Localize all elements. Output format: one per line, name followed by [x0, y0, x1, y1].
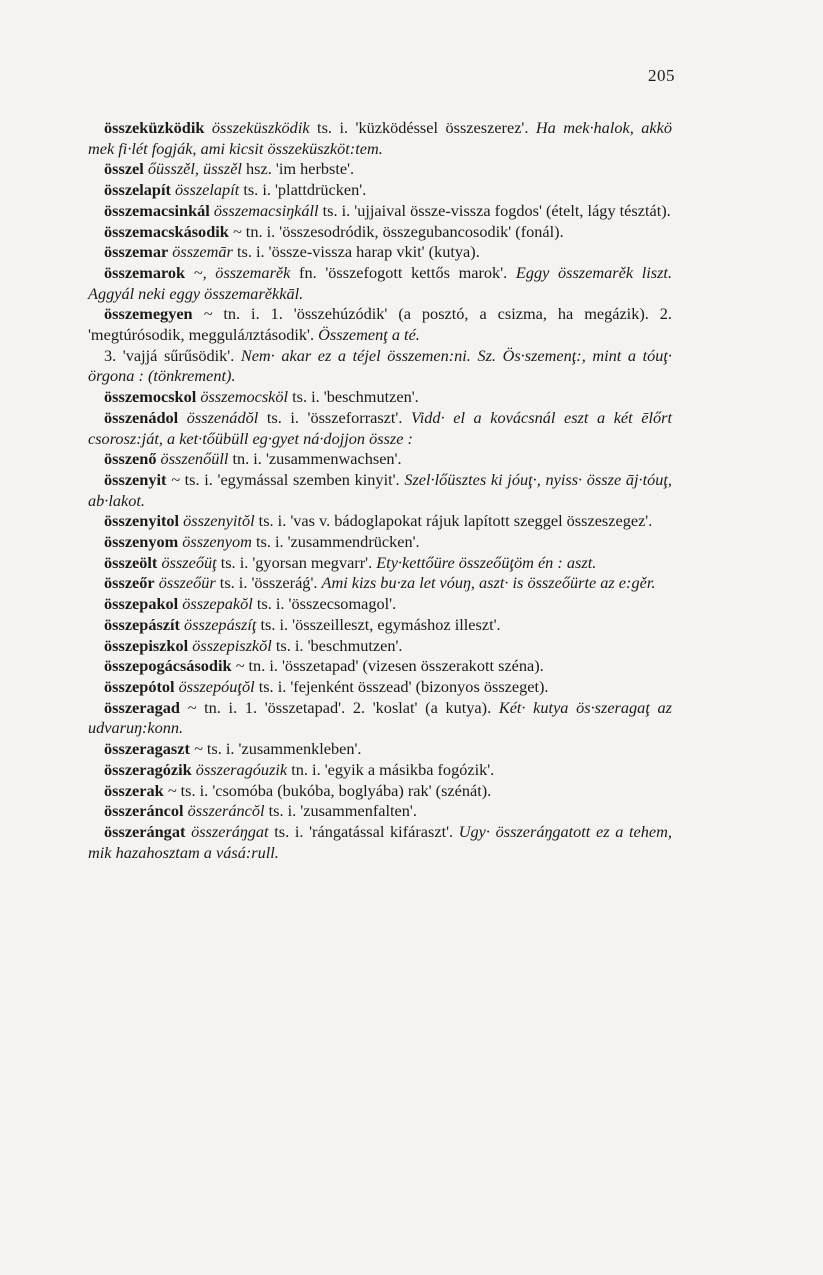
entry-definition: ts. i. 'egymással szemben kinyit'.	[179, 469, 405, 489]
entry-definition: 3. 'vajjá sűrűsödik'.	[104, 345, 241, 365]
dictionary-entry	[88, 698, 672, 739]
entry-example: Eggy összemarěk liszt. Aggyál neki eggy összemarěkkāl.	[88, 262, 673, 303]
entry-dialect-form: összepakŏl	[182, 594, 253, 614]
entry-list	[88, 118, 672, 863]
entry-headword: összeragad	[104, 697, 180, 717]
entry-dialect-form: összemocsköl	[200, 387, 289, 407]
entry-dialect-form: összeráncŏl	[187, 801, 265, 821]
dictionary-entry	[88, 594, 672, 615]
entry-headword: összeragózik	[104, 759, 192, 779]
entry-dialect-form: összemacsiŋkáll	[213, 200, 319, 220]
entry-example: Ety·kettőüre összeőüţöm én : aszt.	[376, 552, 597, 572]
entry-dialect-form: összeőür	[158, 573, 216, 593]
dictionary-entry	[88, 159, 672, 180]
entry-example: Ha mek·halok, akkö mek fi·lét fogják, ami kicsit összeküszköt:tem.	[88, 118, 672, 158]
entry-headword: összemacskásodik	[104, 221, 229, 241]
entry-definition: ts. i. 'összeilleszt, egymáshoz illeszt'.	[256, 614, 501, 634]
entry-dialect-form: ~, összemarěk	[193, 262, 291, 282]
entry-example: Ami kizs bu·za let vóuŋ, aszt· is összeőürte az e:gěr.	[321, 573, 656, 593]
entry-dialect-form: ~	[232, 221, 242, 241]
dictionary-entry	[88, 387, 672, 408]
entry-headword: összenádol	[104, 407, 179, 427]
entry-definition: tn. i. 'összesodródik, összegubancosodik' (fonál).	[241, 221, 564, 241]
dictionary-entry	[88, 242, 672, 263]
entry-headword: összepogácsásodik	[104, 656, 232, 676]
entry-definition: ts. i. 'összecsomagol'.	[252, 594, 397, 614]
entry-dialect-form: ~	[167, 780, 177, 800]
entry-definition: tn. i. 1. 'összehúzódik' (a posztó, a csizma, ha megázik). 2. 'megtúrósodik, megguláлztásodik'.	[88, 304, 673, 345]
entry-definition: tn. i. 1. 'összetapad'. 2. 'koslat' (a kutya).	[196, 697, 499, 717]
entry-definition: hsz. 'im herbste'.	[241, 159, 355, 179]
entry-dialect-form: ~	[193, 739, 203, 759]
entry-dialect-form: ~	[235, 656, 245, 676]
entry-headword: összepászít	[104, 614, 180, 634]
entry-definition: ts. i. 'beschmutzen'.	[271, 635, 403, 655]
entry-headword: összeküzködik	[104, 118, 205, 137]
entry-headword: összenő	[104, 449, 157, 469]
entry-dialect-form: ~	[203, 304, 213, 324]
entry-definition: ts. i. 'ujjaival össze-vissza fogdos' (ételt, lágy tésztát).	[318, 200, 671, 220]
dictionary-entry	[88, 449, 672, 470]
entry-definition: ts. i. 'zusammenkleben'.	[202, 739, 362, 759]
entry-example: Ugy· összeráŋgatott ez a tehem, mik hazahosztam a vásá:rull.	[88, 821, 672, 862]
entry-dialect-form: összeőüţ	[161, 552, 217, 572]
entry-definition: ts. i. 'vas v. bádoglapokat rájuk lapított szeggel összeszegez'.	[254, 511, 653, 531]
entry-headword: összepiszkol	[104, 635, 189, 655]
entry-headword: összenyitol	[104, 511, 180, 531]
dictionary-entry	[88, 636, 672, 657]
dictionary-entry	[88, 201, 672, 222]
entry-dialect-form: összepiszkŏl	[192, 635, 272, 655]
page-number: 205	[648, 66, 675, 85]
entry-dialect-form: összepászíţ	[184, 614, 257, 634]
entry-headword: összenyit	[104, 469, 167, 489]
dictionary-entry	[88, 615, 672, 636]
entry-definition: ts. i. 'össze-vissza harap vkit' (kutya).	[232, 242, 480, 262]
entry-headword: összeragaszt	[104, 739, 190, 759]
entry-dialect-form: ~	[187, 697, 197, 717]
dictionary-entry	[88, 781, 672, 802]
entry-example: Szel·lőüsztes ki jóuţ·, nyiss· össze āj·tóuţ, ab·lakot.	[88, 469, 672, 510]
dictionary-entry	[88, 739, 672, 760]
entry-definition: ts. i. 'összeforraszt'.	[258, 407, 412, 427]
dictionary-entry	[88, 408, 672, 449]
dictionary-entry	[88, 346, 672, 387]
entry-dialect-form: összenádŏl	[186, 407, 259, 427]
entry-definition: ts. i. 'fejenként összead' (bizonyos összeget).	[254, 676, 549, 696]
entry-headword: összemocskol	[104, 387, 197, 407]
entry-headword: összemegyen	[104, 304, 193, 324]
entry-example: Összemenţ a té.	[318, 325, 420, 345]
entry-definition: ts. i. 'összeráǵ'.	[215, 573, 322, 593]
dictionary-entry	[88, 118, 672, 159]
entry-headword: összerángat	[104, 821, 186, 841]
entry-headword: összelapít	[104, 180, 171, 200]
dictionary-entry	[88, 470, 672, 511]
entry-headword: összeráncol	[104, 801, 184, 821]
entry-headword: összepótol	[104, 676, 175, 696]
entry-headword: összeölt	[104, 552, 158, 572]
entry-dialect-form: összenyitŏl	[183, 511, 255, 531]
entry-dialect-form: őüsszěl, üsszěl	[147, 159, 242, 179]
dictionary-entry	[88, 553, 672, 574]
entry-definition: ts. i. 'küzködéssel összeszerez'.	[309, 118, 536, 137]
entry-definition: tn. i. 'összetapad' (vizesen összerakott széna).	[244, 656, 544, 676]
entry-dialect-form: összenőüll	[160, 449, 229, 469]
dictionary-entry	[88, 304, 672, 345]
entry-definition: ts. i. 'zusammendrücken'.	[251, 532, 420, 552]
dictionary-entry	[88, 222, 672, 243]
dictionary-entry	[88, 760, 672, 781]
dictionary-entry	[88, 656, 672, 677]
entry-dialect-form: összeküszködik	[211, 118, 310, 137]
dictionary-entry	[88, 801, 672, 822]
entry-definition: ts. i. 'zusammenfalten'.	[264, 801, 417, 821]
entry-definition: ts. i. 'rángatással kifáraszt'.	[268, 821, 459, 841]
dictionary-entry	[88, 511, 672, 532]
entry-definition: ts. i. 'gyorsan megvarr'.	[216, 552, 377, 572]
entry-definition: ts. i. 'beschmutzen'.	[288, 387, 419, 407]
entry-example: Vidd· el a kovácsnál eszt a két ēlőrt csorosz:ját, a ket·tőübüll eg·gyet ná·dojjon össze :	[88, 407, 672, 448]
entry-headword: összemacsinkál	[104, 200, 210, 220]
entry-dialect-form: összeragóuzik	[195, 759, 288, 779]
entry-dialect-form: összenyom	[182, 532, 252, 552]
entry-headword: összel	[104, 159, 144, 179]
dictionary-entry	[88, 263, 672, 304]
entry-definition: ts. i. 'plattdrücken'.	[239, 180, 367, 200]
entry-definition: fn. 'összefogott kettős marok'.	[290, 262, 516, 282]
entry-definition: ts. i. 'csomóba (bukóba, boglyába) rak' (szénát).	[176, 780, 492, 800]
entry-headword: összemarok	[104, 262, 186, 282]
entry-headword: összerak	[104, 780, 164, 800]
entry-dialect-form: ~	[171, 469, 180, 489]
entry-headword: összeőr	[104, 573, 155, 593]
dictionary-entry	[88, 532, 672, 553]
entry-example: Két· kutya ös·szeragaţ az udvaruŋ:konn.	[88, 697, 672, 738]
entry-definition: tn. i. 'egyik a másikba fogózik'.	[287, 759, 495, 779]
entry-headword: összenyom	[104, 532, 179, 552]
entry-dialect-form: összelapít	[175, 180, 240, 200]
entry-headword: összemar	[104, 242, 169, 262]
entry-headword: összepakol	[104, 594, 179, 614]
entry-example: Nem· akar ez a téjel összemen:ni. Sz. Ös·szemenţ:, mint a tóuţ· örgona : (tönkrement).	[88, 345, 672, 386]
dictionary-entry	[88, 677, 672, 698]
entry-dialect-form: összepóuţŏl	[178, 676, 255, 696]
dictionary-entry	[88, 180, 672, 201]
entry-definition: tn. i. 'zusammenwachsen'.	[228, 449, 402, 469]
dictionary-entry	[88, 822, 672, 863]
dictionary-entry	[88, 573, 672, 594]
entry-dialect-form: összemār	[172, 242, 233, 262]
entry-dialect-form: összeráŋgat	[191, 821, 269, 841]
